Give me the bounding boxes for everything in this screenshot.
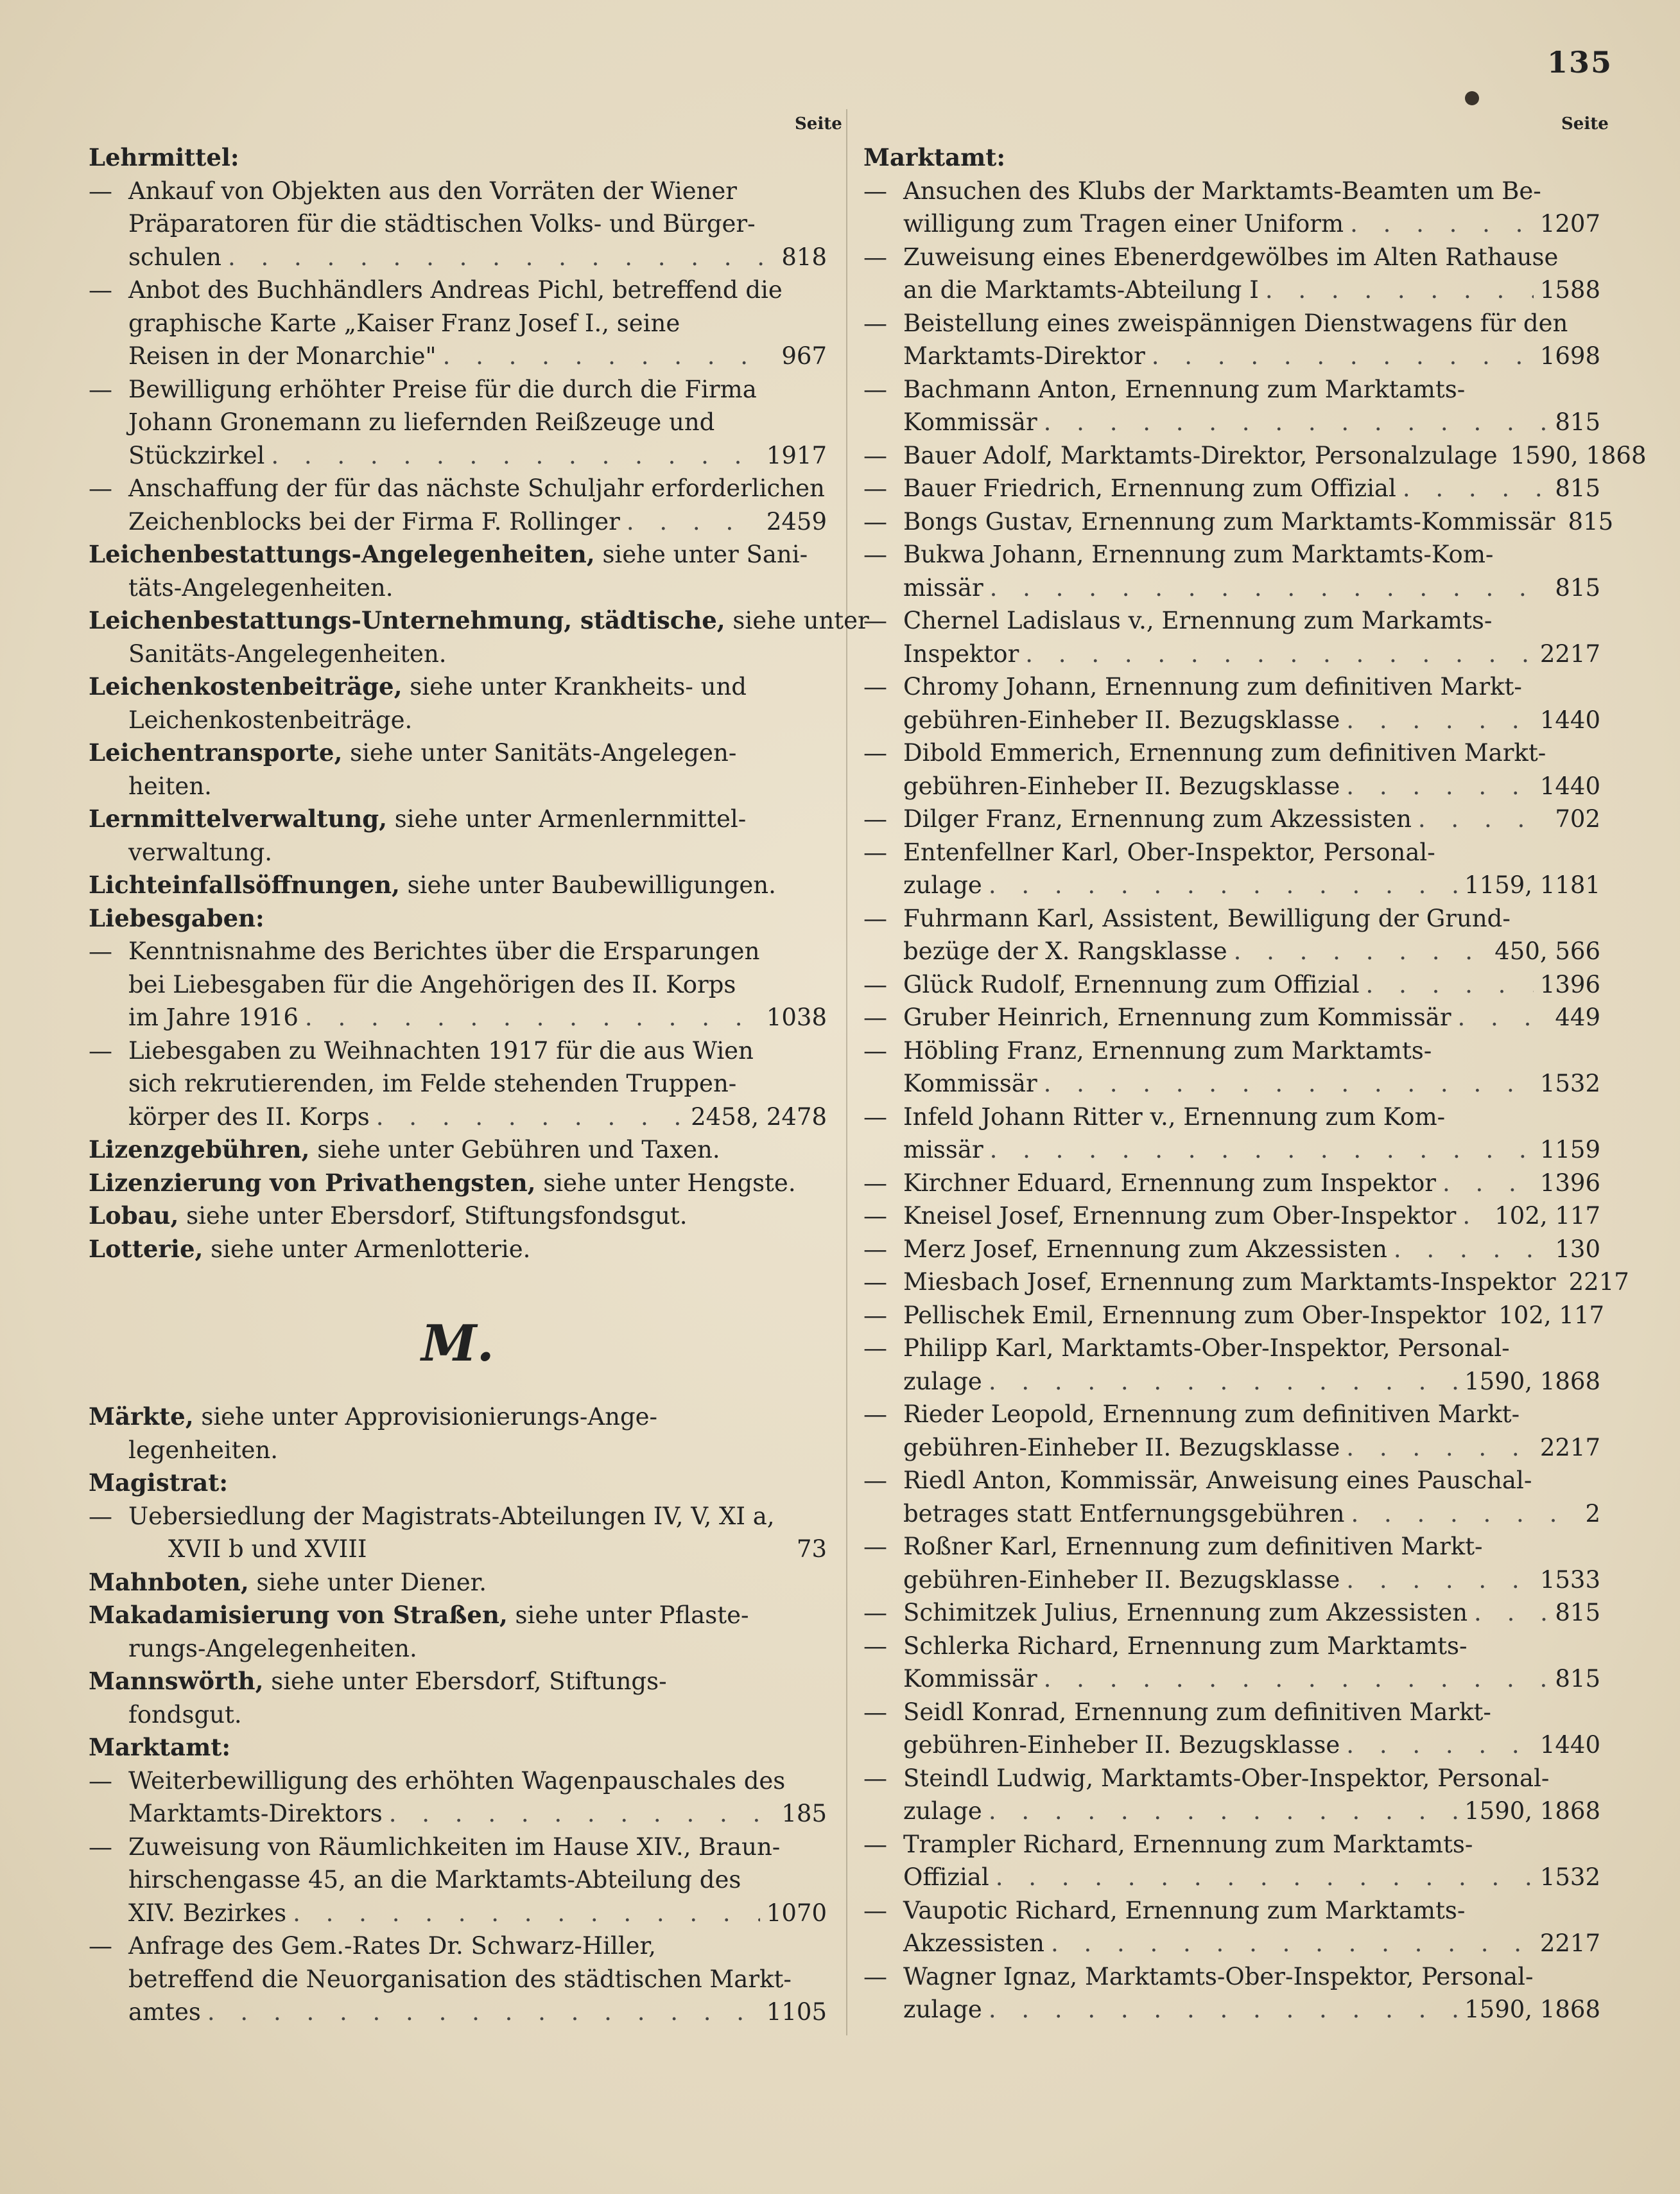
page-ref: 1590, 1868 xyxy=(1464,1367,1600,1395)
entry-text: Kirchner Eduard, Ernennung zum Inspektor xyxy=(903,1169,1436,1197)
entry-text: Roßner Karl, Ernennung zum definitiven Markt- xyxy=(903,1533,1483,1560)
column-divider xyxy=(846,109,847,2035)
entry-text: Marktamts-Direktors xyxy=(128,1800,383,1827)
entry-text: Stückzirkel xyxy=(128,441,265,469)
index-entry xyxy=(89,1665,827,1731)
index-subentry xyxy=(863,1828,1600,1894)
cross-reference: rungs-Angelegenheiten. xyxy=(128,1634,417,1662)
entry-text: Anbot des Buchhändlers Andreas Pichl, betreffend die xyxy=(128,276,783,304)
entry-text: Pellischek Emil, Ernennung zum Ober-Inspektor xyxy=(903,1301,1486,1329)
dash: — xyxy=(863,1962,887,1990)
entry-text: Entenfellner Karl, Ober-Inspektor, Personal- xyxy=(903,838,1435,866)
dash: — xyxy=(863,1896,887,1924)
index-subentry xyxy=(89,1929,827,2029)
entry-text: Höbling Franz, Ernennung zum Marktamts- xyxy=(903,1036,1432,1065)
page-ref: 73 xyxy=(796,1535,827,1563)
index-entry xyxy=(89,1133,827,1167)
entry-text: amtes xyxy=(128,1998,201,2026)
index-entry xyxy=(89,1199,827,1233)
dash: — xyxy=(863,1202,887,1230)
index-subentry xyxy=(863,472,1600,505)
entry-text: Merz Josef, Ernennung zum Akzessisten xyxy=(903,1235,1387,1263)
entry-heading: Lehrmittel: xyxy=(89,143,239,171)
index-subentry xyxy=(863,538,1600,604)
entry-heading: Lizenzgebühren, xyxy=(89,1135,310,1163)
page-ref: 1159, 1181 xyxy=(1464,871,1600,899)
entry-text: Chromy Johann, Ernennung zum definitiven Markt- xyxy=(903,673,1522,701)
index-subentry xyxy=(863,1530,1600,1596)
page-ref: 2217 xyxy=(1568,1268,1629,1296)
column-heading-right: Seite xyxy=(1561,114,1609,134)
entry-text: Zuweisung von Räumlichkeiten im Hause XIV., Braun- xyxy=(128,1833,781,1861)
dash: — xyxy=(89,1502,112,1530)
dash: — xyxy=(863,177,887,205)
entry-text: Bukwa Johann, Ernennung zum Marktamts-Kom- xyxy=(903,541,1494,568)
index-subentry xyxy=(863,902,1600,968)
dash: — xyxy=(863,904,887,932)
index-subentry xyxy=(863,670,1600,736)
entry-text: Weiterbewilligung des erhöhten Wagenpauschales des xyxy=(128,1766,786,1795)
dash: — xyxy=(89,1932,112,1960)
cross-reference: siehe unter Approvisionierungs-Ange- xyxy=(201,1403,658,1431)
page-ref: 815 xyxy=(1555,408,1600,436)
page-ref: 815 xyxy=(1568,507,1614,535)
cross-reference: siehe unter Armenlernmittel- xyxy=(394,805,747,833)
page-ref: 2 xyxy=(1585,1499,1600,1528)
dash: — xyxy=(89,276,112,304)
entry-text: schulen xyxy=(128,243,221,271)
entry-text: Fuhrmann Karl, Assistent, Bewilligung der Grund- xyxy=(903,904,1511,932)
index-entry xyxy=(89,670,827,736)
dash: — xyxy=(863,673,887,701)
entry-heading: Leichenbestattungs-Angelegenheiten, xyxy=(89,540,595,568)
entry-text: Anschaffung der für das nächste Schuljahr erforderlichen xyxy=(128,474,825,502)
entry-text: Marktamts-Direktor xyxy=(903,342,1145,370)
entry-heading: Magistrat: xyxy=(89,1468,228,1497)
page-ref: 1440 xyxy=(1539,1731,1600,1759)
page-ref: 1207 xyxy=(1539,210,1600,238)
dash: — xyxy=(863,1169,887,1197)
entry-text: Seidl Konrad, Ernennung zum definitiven Markt- xyxy=(903,1698,1491,1726)
entry-text: Bongs Gustav, Ernennung zum Marktamts-Kommissär xyxy=(903,507,1555,535)
index-subentry xyxy=(89,1831,827,1930)
dash: — xyxy=(89,1036,112,1065)
cross-reference: heiten. xyxy=(128,772,212,800)
page-ref: 2217 xyxy=(1539,640,1600,668)
cross-reference: siehe unter Hengste. xyxy=(543,1169,796,1197)
page-ref: 102, 117 xyxy=(1498,1301,1605,1329)
entry-text: gebühren-Einheber II. Bezugsklasse xyxy=(903,1565,1340,1594)
entry-heading: Makadamisierung von Straßen, xyxy=(89,1601,508,1629)
page-ref: 1698 xyxy=(1539,342,1600,370)
entry-text: Offizial xyxy=(903,1863,989,1891)
cross-reference: siehe unter Diener. xyxy=(256,1568,487,1596)
dash: — xyxy=(89,1833,112,1861)
page-ref: 967 xyxy=(781,342,827,370)
entry-text: Zuweisung eines Ebenerdgewölbes im Alten Rathause xyxy=(903,243,1559,271)
entry-text: Rieder Leopold, Ernennung zum definitiven Markt- xyxy=(903,1400,1520,1428)
dash: — xyxy=(863,309,887,337)
entry-heading: Lobau, xyxy=(89,1201,179,1230)
entry-text: Bauer Adolf, Marktamts-Direktor, Personalzulage xyxy=(903,441,1498,469)
index-subentry xyxy=(863,241,1600,307)
index-entry xyxy=(89,1233,827,1266)
index-subentry xyxy=(863,1696,1600,1762)
page-ref: 1590, 1868 xyxy=(1464,1797,1600,1825)
entry-text: Philipp Karl, Marktamts-Ober-Inspektor, Personal- xyxy=(903,1334,1510,1362)
entry-heading: Leichenbestattungs-Unternehmung, städtische, xyxy=(89,606,725,634)
dash: — xyxy=(89,937,112,965)
entry-text: Glück Rudolf, Ernennung zum Offizial xyxy=(903,970,1360,998)
page-ref: 1588 xyxy=(1539,276,1600,304)
entry-heading: Märkte, xyxy=(89,1402,194,1431)
dash: — xyxy=(863,1102,887,1131)
entry-text: Kenntnisnahme des Berichtes über die Ersparungen xyxy=(128,937,760,965)
cross-reference: fondsgut. xyxy=(128,1700,242,1728)
entry-heading: Lichteinfallsöffnungen, xyxy=(89,871,400,899)
entry-text: Akzessisten xyxy=(903,1929,1044,1957)
index-subentry xyxy=(863,1332,1600,1398)
dash: — xyxy=(863,805,887,833)
entry-text: Uebersiedlung der Magistrats-Abteilungen IV, V, XI a, xyxy=(128,1502,775,1530)
entry-heading: Lotterie, xyxy=(89,1234,204,1263)
page-ref: 1396 xyxy=(1539,1169,1600,1197)
index-subentry xyxy=(89,1500,827,1566)
entry-heading: Lernmittelverwaltung, xyxy=(89,805,387,833)
dash: — xyxy=(863,1301,887,1329)
dash: — xyxy=(863,838,887,866)
dash: — xyxy=(863,1004,887,1031)
page-ref: 1532 xyxy=(1539,1863,1600,1891)
index-subentry xyxy=(863,505,1614,539)
index-subentry xyxy=(89,472,827,538)
entry-text: Kommissär xyxy=(903,1665,1037,1693)
index-subentry xyxy=(863,1001,1600,1034)
index-subentry xyxy=(863,836,1600,902)
index-subentry xyxy=(863,1299,1605,1332)
page-ref: 815 xyxy=(1555,1599,1600,1626)
index-subentry xyxy=(863,175,1600,241)
dash: — xyxy=(863,375,887,403)
dash: — xyxy=(863,1334,887,1362)
cross-reference: siehe unter Sanitäts-Angelegen- xyxy=(350,739,737,767)
page-ref: 1590, 1868 xyxy=(1510,441,1647,469)
entry-text: Bauer Friedrich, Ernennung zum Offizial xyxy=(903,474,1396,502)
entry-text: zulage xyxy=(903,1367,982,1395)
index-subentry xyxy=(863,1167,1600,1200)
entry-text: Dilger Franz, Ernennung zum Akzessisten xyxy=(903,805,1412,833)
dash: — xyxy=(863,970,887,998)
cross-reference: legenheiten. xyxy=(128,1436,279,1464)
page-ref: 450, 566 xyxy=(1494,937,1600,965)
index-entry xyxy=(89,1566,827,1599)
index-subentry xyxy=(863,1266,1629,1299)
left-column xyxy=(89,141,869,2029)
page-ref: 1533 xyxy=(1539,1565,1600,1594)
entry-text: gebühren-Einheber II. Bezugsklasse xyxy=(903,1731,1340,1759)
page-ref: 1440 xyxy=(1539,772,1600,800)
column-heading-left: Seite xyxy=(795,114,842,134)
cross-reference: siehe unter Ebersdorf, Stiftungsfondsgut. xyxy=(186,1202,688,1230)
dash: — xyxy=(863,243,887,271)
index-subentry xyxy=(863,803,1600,836)
index-subentry xyxy=(863,1960,1600,2026)
cross-reference: siehe unter xyxy=(732,607,869,634)
entry-heading: Mahnboten, xyxy=(89,1567,249,1596)
page-ref: 130 xyxy=(1555,1235,1600,1263)
index-entry xyxy=(89,736,827,803)
entry-text: Trampler Richard, Ernennung zum Marktamts- xyxy=(903,1830,1473,1858)
entry-text: Wagner Ignaz, Marktamts-Ober-Inspektor, Personal- xyxy=(903,1962,1534,1990)
dash: — xyxy=(863,1830,887,1858)
index-entry xyxy=(89,1167,827,1200)
index-subentry xyxy=(863,439,1647,473)
cross-reference: Leichenkostenbeiträge. xyxy=(128,706,413,734)
entry-text: Bachmann Anton, Ernennung zum Marktamts- xyxy=(903,375,1466,403)
page-ref: 102, 117 xyxy=(1494,1202,1600,1230)
dash: — xyxy=(863,1764,887,1792)
index-subentry xyxy=(863,1398,1600,1464)
entry-heading: Mannswörth, xyxy=(89,1667,264,1695)
entry-text: Ansuchen des Klubs der Marktamts-Beamten um Be- xyxy=(903,177,1541,205)
ink-stain xyxy=(1465,91,1479,105)
entry-text: Beistellung eines zweispännigen Dienstwagens für den xyxy=(903,309,1568,337)
entry-heading: Leichentransporte, xyxy=(89,738,343,767)
page-ref: 1070 xyxy=(766,1899,827,1927)
page-ref: 1396 xyxy=(1539,970,1600,998)
entry-text: Miesbach Josef, Ernennung zum Marktamts-Inspektor xyxy=(903,1268,1556,1296)
cross-reference: täts-Angelegenheiten. xyxy=(128,573,394,602)
marktamt-entries xyxy=(863,175,1647,2026)
entry-text: zulage xyxy=(903,1996,982,2023)
cross-reference: siehe unter Ebersdorf, Stiftungs- xyxy=(271,1667,667,1695)
entry-heading: Liebesgaben: xyxy=(89,903,264,932)
cross-reference: Sanitäts-Angelegenheiten. xyxy=(128,640,447,668)
page-ref: 1038 xyxy=(766,1004,827,1031)
entry-text: bezüge der X. Rangsklasse xyxy=(903,937,1227,965)
dash: — xyxy=(863,541,887,568)
index-subentry xyxy=(863,1199,1600,1233)
section-letter: M. xyxy=(421,1314,494,1373)
index-subentry xyxy=(863,604,1600,670)
index-subentry xyxy=(863,968,1600,1002)
page-ref: 1105 xyxy=(766,1998,827,2026)
page-ref: 1917 xyxy=(766,441,827,469)
entry-text: Gruber Heinrich, Ernennung zum Kommissär xyxy=(903,1004,1451,1031)
index-subentry xyxy=(863,1464,1600,1530)
page-ref: 449 xyxy=(1555,1004,1600,1031)
index-entry xyxy=(89,869,827,902)
dash: — xyxy=(863,1467,887,1494)
index-subentry xyxy=(863,1894,1600,1960)
page-ref: 2217 xyxy=(1539,1433,1600,1461)
cross-reference: siehe unter Pflaste- xyxy=(515,1601,749,1629)
index-subentry xyxy=(89,373,827,473)
entry-text: Bewilligung erhöhter Preise für die durch die Firma xyxy=(128,375,757,403)
index-subentry xyxy=(863,1630,1600,1696)
entry-text: Johann Gronemann zu liefernden Reißzeuge und xyxy=(128,408,715,436)
entry-text: gebühren-Einheber II. Bezugsklasse xyxy=(903,706,1340,734)
dash: — xyxy=(863,1268,887,1296)
index-subentry xyxy=(89,1764,827,1831)
entry-text: Präparatoren für die städtischen Volks- und Bürger- xyxy=(128,210,756,238)
page-ref: 1532 xyxy=(1539,1070,1600,1097)
entry-text: im Jahre 1916 xyxy=(128,1004,299,1031)
page-ref: 1440 xyxy=(1539,706,1600,734)
entry-text: Vaupotic Richard, Ernennung zum Marktamts- xyxy=(903,1896,1466,1924)
index-subentry xyxy=(863,307,1600,373)
entry-heading: Leichenkostenbeiträge, xyxy=(89,672,403,701)
right-column xyxy=(863,141,1647,2026)
page-ref: 2459 xyxy=(766,507,827,535)
page-ref: 815 xyxy=(1555,573,1600,602)
dash: — xyxy=(863,1400,887,1428)
cross-reference: siehe unter Baubewilligungen. xyxy=(407,871,776,899)
dash: — xyxy=(863,1533,887,1560)
entry-text: Zeichenblocks bei der Firma F. Rollinger xyxy=(128,507,620,535)
page-ref: 815 xyxy=(1555,474,1600,502)
entry-text: zulage xyxy=(903,1797,982,1825)
page-ref: 815 xyxy=(1555,1665,1600,1693)
index-subentry xyxy=(89,274,827,373)
entry-text: Infeld Johann Ritter v., Ernennung zum Kom- xyxy=(903,1102,1446,1131)
entry-text: betreffend die Neuorganisation des städtischen Markt- xyxy=(128,1965,792,1993)
entry-heading: Marktamt: xyxy=(89,1733,231,1761)
dash: — xyxy=(863,441,887,469)
cross-reference: siehe unter Armenlotterie. xyxy=(211,1235,531,1263)
entry-text: graphische Karte „Kaiser Franz Josef I., seine xyxy=(128,309,680,337)
entry-text: Liebesgaben zu Weihnachten 1917 für die aus Wien xyxy=(128,1036,754,1065)
dash: — xyxy=(863,507,887,535)
entry-text: gebühren-Einheber II. Bezugsklasse xyxy=(903,772,1340,800)
entry-text: Schimitzek Julius, Ernennung zum Akzessisten xyxy=(903,1599,1468,1626)
index-subentry xyxy=(89,175,827,274)
entry-text: Kommissär xyxy=(903,408,1037,436)
entry-text: Anfrage des Gem.-Rates Dr. Schwarz-Hiller, xyxy=(128,1932,656,1960)
entry-text: Reisen in der Monarchie" xyxy=(128,342,437,370)
entry-heading: Marktamt: xyxy=(863,143,1006,171)
index-entry xyxy=(89,1599,827,1665)
entry-text: an die Marktamts-Abteilung I xyxy=(903,276,1259,304)
page-ref: 702 xyxy=(1555,805,1600,833)
dash: — xyxy=(863,1235,887,1263)
cross-reference: siehe unter Krankheits- und xyxy=(410,673,747,701)
entry-text: XIV. Bezirkes xyxy=(128,1899,287,1927)
index-entry xyxy=(89,1400,827,1467)
dash: — xyxy=(863,474,887,502)
cross-reference: siehe unter Gebühren und Taxen. xyxy=(317,1136,720,1163)
entry-text: bei Liebesgaben für die Angehörigen des II. Korps xyxy=(128,970,736,998)
dash: — xyxy=(863,607,887,634)
entry-text: hirschengasse 45, an die Marktamts-Abteilung des xyxy=(128,1866,741,1894)
entry-text: Kneisel Josef, Ernennung zum Ober-Inspektor xyxy=(903,1202,1457,1230)
page-ref: 2458, 2478 xyxy=(691,1102,827,1131)
index-entry xyxy=(89,803,827,869)
index-subentry xyxy=(863,1596,1600,1630)
dash: — xyxy=(863,739,887,767)
entry-text: Dibold Emmerich, Ernennung zum definitiven Markt- xyxy=(903,739,1546,767)
dash: — xyxy=(863,1632,887,1660)
dash: — xyxy=(89,1766,112,1795)
entry-text: missär xyxy=(903,573,983,602)
index-subentry xyxy=(89,1034,827,1134)
index-subentry xyxy=(89,935,827,1034)
dash: — xyxy=(89,177,112,205)
entry-text: Riedl Anton, Kommissär, Anweisung eines Pauschal- xyxy=(903,1467,1532,1494)
dash: — xyxy=(863,1599,887,1626)
entry-text: Steindl Ludwig, Marktamts-Ober-Inspektor, Personal- xyxy=(903,1764,1550,1792)
page-ref: 2217 xyxy=(1539,1929,1600,1957)
cross-reference: verwaltung. xyxy=(128,838,273,866)
dash: — xyxy=(89,474,112,502)
entry-text: Inspektor xyxy=(903,640,1019,668)
entry-text: betrages statt Entfernungsgebühren xyxy=(903,1499,1345,1528)
page-ref: 1159 xyxy=(1539,1136,1600,1163)
dash: — xyxy=(863,1698,887,1726)
entry-text: willigung zum Tragen einer Uniform xyxy=(903,210,1344,238)
index-subentry xyxy=(863,1233,1600,1266)
page-ref: 818 xyxy=(781,243,827,271)
index-subentry xyxy=(863,1101,1600,1167)
page-ref: 1590, 1868 xyxy=(1464,1996,1600,2023)
entry-heading: Lizenzierung von Privathengsten, xyxy=(89,1168,536,1197)
entry-text: Chernel Ladislaus v., Ernennung zum Markamts- xyxy=(903,607,1493,634)
entry-text: Ankauf von Objekten aus den Vorräten der Wiener xyxy=(128,177,737,205)
index-entry xyxy=(89,604,869,670)
index-subentry xyxy=(863,373,1600,439)
entry-text: missär xyxy=(903,1136,983,1163)
dash: — xyxy=(89,375,112,403)
index-entry xyxy=(89,538,827,604)
entry-text: gebühren-Einheber II. Bezugsklasse xyxy=(903,1433,1340,1461)
entry-text: sich rekrutierenden, im Felde stehenden Truppen- xyxy=(128,1070,737,1097)
entry-text: körper des II. Korps xyxy=(128,1102,370,1131)
entry-text: zulage xyxy=(903,871,982,899)
page-number: 135 xyxy=(1547,45,1613,80)
index-subentry xyxy=(863,1034,1600,1101)
index-subentry xyxy=(863,1762,1600,1828)
dash: — xyxy=(863,1036,887,1065)
page-ref: 185 xyxy=(781,1800,827,1827)
cross-reference: siehe unter Sani- xyxy=(602,541,808,568)
index-subentry xyxy=(863,736,1600,803)
entry-text: Kommissär xyxy=(903,1070,1037,1097)
entry-text: Schlerka Richard, Ernennung zum Marktamts- xyxy=(903,1632,1468,1660)
entry-text: XVII b und XVIII xyxy=(168,1535,367,1563)
